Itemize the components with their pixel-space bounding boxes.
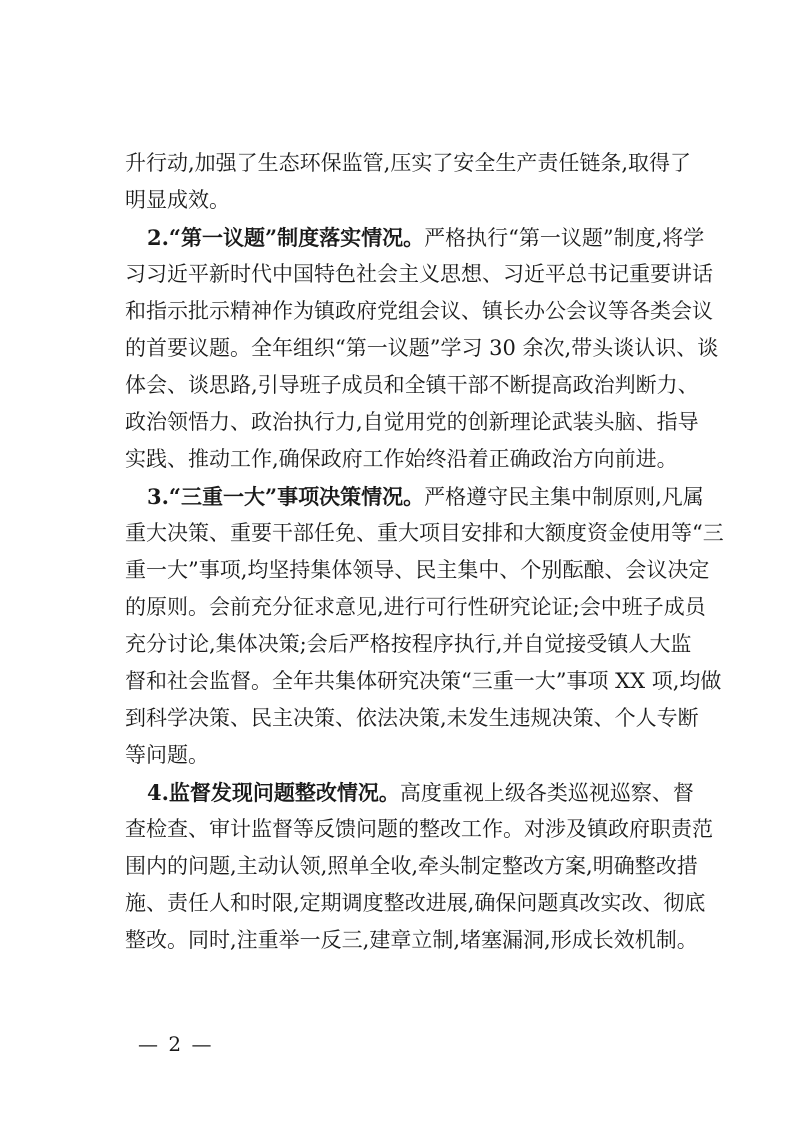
text-line [125, 182, 669, 219]
line-text: 查检查、审计监督等反馈问题的整改工作。对涉及镇政府职责范 [125, 817, 713, 841]
text-line [125, 589, 706, 626]
line-text: 习习近平新时代中国特色社会主义思想、习近平总书记重要讲话 [125, 262, 713, 286]
page-number: — 2 — [138, 1032, 214, 1056]
paragraph [125, 219, 719, 478]
line-text: 整改。同时,注重举一反三,建章立制,堵塞漏洞,形成长效机制。 [125, 928, 698, 952]
text-line [125, 404, 699, 441]
line-text: 政治领悟力、政治执行力,自觉用党的创新理论武装头脑、指导 [125, 410, 699, 434]
section-heading: 4.监督发现问题整改情况。 [147, 780, 400, 805]
text-line [125, 737, 669, 774]
text-line [125, 330, 719, 367]
line-text: 重一大”事项,均坚持集体领导、民主集中、个别酝酿、会议决定 [125, 558, 710, 582]
section-heading: 3.“三重一大”事项决策情况。 [147, 484, 425, 509]
text-line [125, 478, 704, 515]
line-text: 充分讨论,集体决策;会后严格按程序执行,并自觉接受镇人大监 [125, 632, 692, 656]
paragraph [125, 774, 713, 959]
text-line [125, 367, 699, 404]
text-line [125, 885, 706, 922]
text-line [125, 700, 699, 737]
line-text: 重大决策、重要干部任免、重大项目安排和大额度资金使用等“三 [125, 521, 724, 545]
document-body [125, 145, 724, 959]
text-line [125, 145, 692, 182]
text-line [125, 922, 698, 959]
text-line [125, 441, 678, 478]
text-line [125, 552, 710, 589]
section-heading: 2.“第一议题”制度落实情况。 [147, 225, 425, 250]
line-text: 等问题。 [125, 743, 209, 767]
line-text: 实践、推动工作,确保政府工作始终沿着正确政治方向前进。 [125, 447, 678, 471]
line-text: 的首要议题。全年组织“第一议题”学习 30 余次,带头谈认识、谈 [125, 336, 719, 360]
paragraph [125, 478, 724, 774]
line-text: 高度重视上级各类巡视巡察、督 [399, 781, 694, 805]
line-text: 围内的问题,主动认领,照单全收,牵头制定整改方案,明确整改措 [125, 854, 698, 878]
text-line [125, 219, 705, 256]
text-line [125, 293, 713, 330]
text-line [125, 848, 698, 885]
text-line [125, 774, 694, 811]
line-text: 和指示批示精神作为镇政府党组会议、镇长办公会议等各类会议 [125, 299, 713, 323]
line-text: 升行动,加强了生态环保监管,压实了安全生产责任链条,取得了 [125, 151, 692, 175]
text-line [125, 626, 692, 663]
paragraph [125, 145, 692, 219]
line-text: 施、责任人和时限,定期调度整改进展,确保问题真改实改、彻底 [125, 891, 706, 915]
text-line [125, 256, 713, 293]
line-text: 到科学决策、民主决策、依法决策,未发生违规决策、个人专断 [125, 706, 699, 730]
text-line [125, 663, 722, 700]
line-text: 严格遵守民主集中制原则,凡属 [424, 485, 704, 509]
text-line [125, 515, 724, 552]
text-line [125, 811, 713, 848]
line-text: 体会、谈思路,引导班子成员和全镇干部不断提高政治判断力、 [125, 373, 699, 397]
line-text: 严格执行“第一议题”制度,将学 [424, 226, 705, 250]
line-text: 明显成效。 [125, 188, 230, 212]
line-text: 的原则。会前充分征求意见,进行可行性研究论证;会中班子成员 [125, 595, 706, 619]
line-text: 督和社会监督。全年共集体研究决策“三重一大”事项 XX 项,均做 [125, 669, 722, 693]
